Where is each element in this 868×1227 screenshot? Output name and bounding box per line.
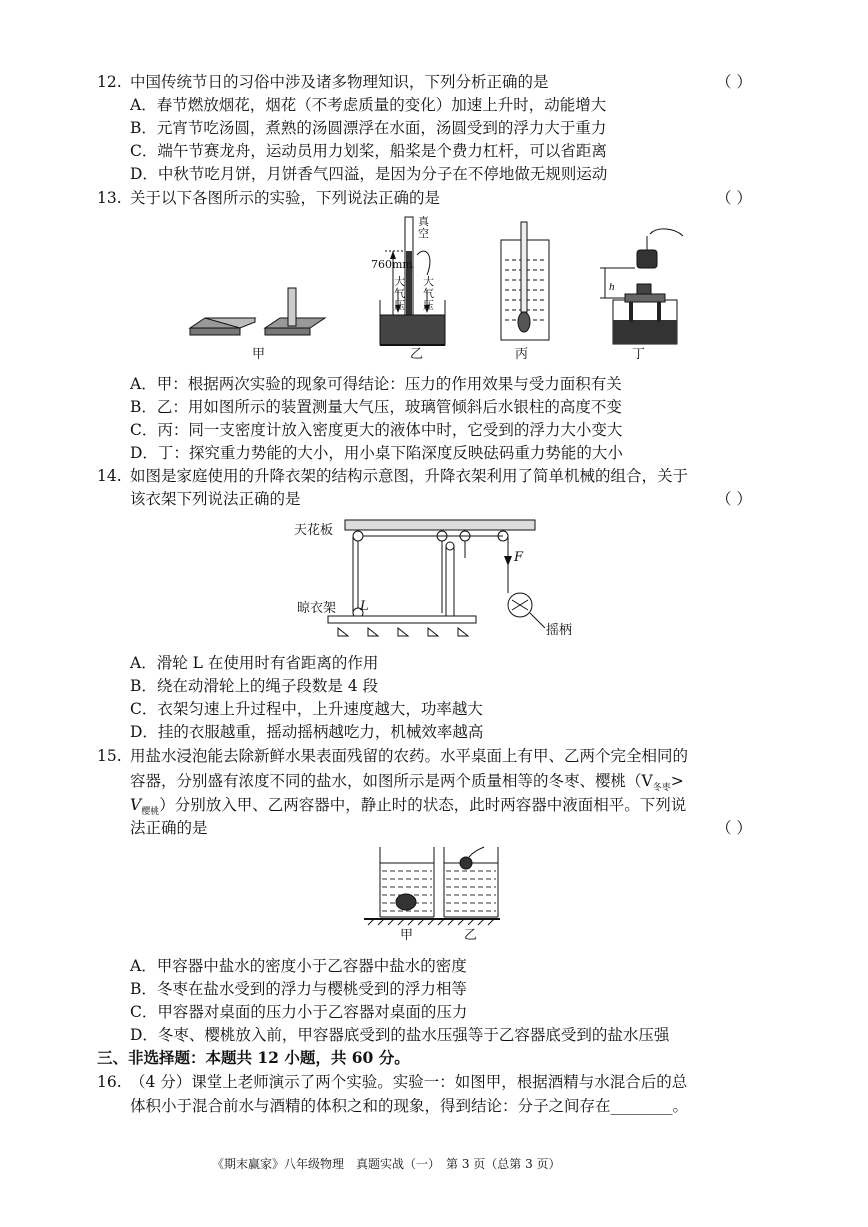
q15-label-jia: 甲 [400, 928, 414, 943]
q16-number: 16. [97, 1073, 122, 1091]
q15-gt-sign: > [670, 772, 684, 790]
section-3-heading: 三、非选择题：本题共 12 小题，共 60 分。 [97, 1048, 410, 1067]
q14-answer-paren[interactable]: （ ） [716, 490, 752, 508]
q14-label-rack: 晾衣架 [297, 601, 337, 616]
q15-option-b: B．冬枣在盐水受到的浮力与樱桃受到的浮力相等 [130, 980, 467, 998]
q13-label-atmos-right: 大气压 [423, 275, 434, 312]
q12-number: 12. [97, 73, 122, 91]
q15-stem-line3-text: ）分别放入甲、乙两容器中，静止时的状态，此时两容器中液面相平。下列说 [159, 796, 687, 814]
q14-option-a: A．滑轮 L 在使用时有省距离的作用 [130, 654, 379, 672]
q16-line2: 体积小于混合前水与酒精的体积之和的现象，得到结论：分子之间存在________。 [130, 1097, 689, 1115]
q15-option-c: C．甲容器对桌面的压力小于乙容器对桌面的压力 [130, 1003, 468, 1021]
q14-number: 14. [97, 467, 122, 485]
q12-option-d: D．中秋节吃月饼，月饼香气四溢，是因为分子在不停地做无规则运动 [130, 165, 608, 183]
q13-label-yi: 乙 [410, 347, 424, 362]
q13-figure-ding [595, 222, 690, 347]
svg-text:h: h [609, 281, 615, 293]
q14-option-d: D．挂的衣服越重，摇动摇柄越吃力，机械效率越高 [130, 723, 484, 741]
q13-label-760mm: 760mm [371, 258, 413, 271]
q15-figure-containers [362, 845, 502, 927]
q13-label-vacuum: 真空 [418, 215, 429, 240]
q15-sub-dongzao: 冬枣 [652, 783, 671, 794]
q15-answer-paren[interactable]: （ ） [716, 819, 752, 837]
q14-label-pulley-L: L [360, 599, 369, 614]
q13-option-a: A．甲：根据两次实验的现象可得结论：压力的作用效果与受力面积有关 [130, 375, 622, 393]
q15-label-yi: 乙 [464, 928, 478, 943]
page-footer: 《期末赢家》八年级物理 真题实战（一） 第 3 页（总第 3 页） [212, 1157, 561, 1171]
q13-stem: 关于以下各图所示的实验，下列说法正确的是 [130, 189, 441, 207]
q12-option-c: C．端午节赛龙舟，运动员用力划桨，船桨是个费力杠杆，可以省距离 [130, 142, 607, 160]
q12-option-a: A．春节燃放烟花，烟花（不考虑质量的变化）加速上升时，动能增大 [130, 96, 607, 114]
q14-option-b: B．绕在动滑轮上的绳子段数是 4 段 [130, 677, 379, 695]
q13-label-ding: 丁 [632, 347, 646, 362]
q14-stem-line2: 该衣架下列说法正确的是 [130, 490, 301, 508]
q15-stem-line2-text: 容器，分别盛有浓度不同的盐水，如图所示是两个质量相等的冬枣、樱桃（V [130, 772, 653, 790]
q15-stem-line1: 用盐水浸泡能去除新鲜水果表面残留的农药。水平桌面上有甲、乙两个完全相同的 [130, 747, 689, 765]
q12-option-b: B．元宵节吃汤圆，煮熟的汤圆漂浮在水面，汤圆受到的浮力大于重力 [130, 119, 607, 137]
q13-figure-bing [495, 218, 555, 348]
q14-stem-line1: 如图是家庭使用的升降衣架的结构示意图，升降衣架利用了简单机械的组合，关于 [130, 467, 689, 485]
q15-stem-line3 [130, 795, 686, 822]
q15-sub-yingtao: 樱桃 [141, 807, 160, 818]
q13-option-b: B．乙：用如图所示的装置测量大气压，玻璃管倾斜后水银柱的高度不变 [130, 398, 622, 416]
q13-label-jia: 甲 [252, 347, 266, 362]
q15-option-d: D．冬枣、樱桃放入前，甲容器底受到的盐水压强等于乙容器底受到的盐水压强 [130, 1026, 670, 1044]
q13-figure-yi [365, 215, 465, 350]
q13-label-atmos-left: 大气压 [394, 275, 405, 312]
q14-label-crank: 摇柄 [546, 623, 573, 638]
q13-number: 13. [97, 189, 122, 207]
q15-option-a: A．甲容器中盐水的密度小于乙容器中盐水的密度 [130, 957, 467, 975]
q13-option-d: D．丁：探究重力势能的大小，用小桌下陷深度反映砝码重力势能的大小 [130, 444, 623, 462]
q13-answer-paren[interactable]: （ ） [716, 189, 752, 207]
q14-figure-clothes-rack [320, 518, 590, 640]
q13-option-c: C．丙：同一支密度计放入密度更大的液体中时，它受到的浮力大小变大 [130, 421, 623, 439]
q15-number: 15. [97, 747, 122, 765]
q13-label-bing: 丙 [515, 347, 529, 362]
q12-stem: 中国传统节日的习俗中涉及诸多物理知识，下列分析正确的是 [130, 73, 549, 91]
q14-label-ceiling: 天花板 [294, 523, 334, 538]
q16-line1: （4 分）课堂上老师演示了两个实验。实验一：如图甲，根据酒精与水混合后的总 [130, 1073, 688, 1091]
q14-option-c: C．衣架匀速上升过程中，上升速度越大，功率越大 [130, 700, 483, 718]
q14-label-force-F: F [514, 550, 524, 565]
q13-figure-jia [185, 280, 335, 340]
q12-answer-paren[interactable]: （ ） [716, 73, 752, 91]
q15-stem-line4: 法正确的是 [130, 819, 208, 837]
q15-v-symbol: V [130, 796, 142, 814]
